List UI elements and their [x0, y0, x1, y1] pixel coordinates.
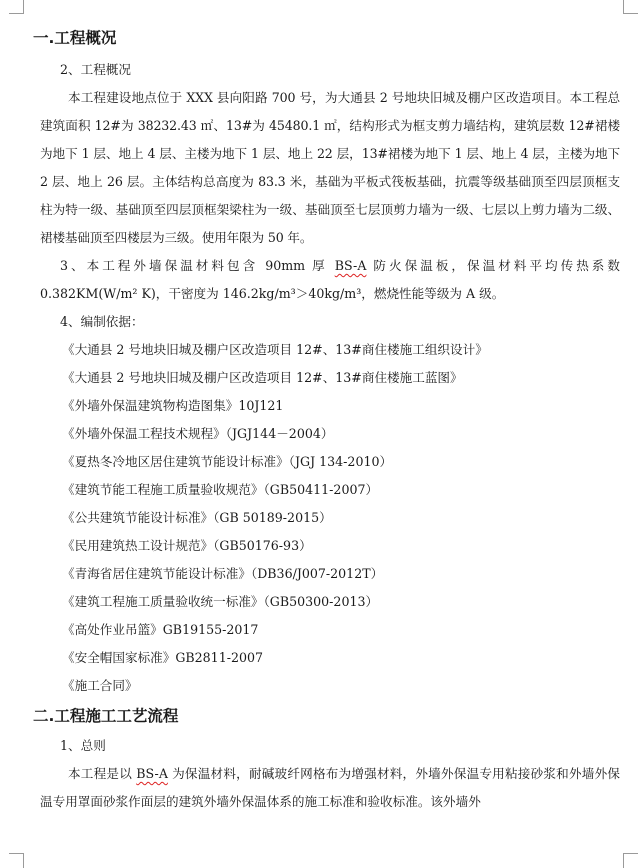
reference-item: 《高处作业吊篮》GB19155-2017 — [62, 622, 259, 637]
reference-item: 《民用建筑热工设计规范》（GB50176-93） — [62, 538, 312, 553]
overview-paragraph: 本工程建设地点位于 XXX 县向阳路 700 号，为大通县 2 号地块旧城及棚户区改造项目。本工程总建筑面积 12#为 38232.43 ㎡、13#为 45480.1 ㎡，结构形式为框支剪力墙结构，建筑层数 12#裙楼为地下 1 层、地上 4 层、主楼为地下 1 层、地上 22 层，13#裙楼为地下 1 层、地上 4 层，主楼为地下 2 层、地上 26 层。主体结构总高度为 83.3 米，基础为平板式筏板基础，抗震等级基础顶至四层顶框支柱为特一级、基础顶至四层顶框架梁柱为一级、基础顶至七层顶剪力墙为一级、七层以上剪力墙为二级、裙楼基础顶至四楼层为三级。使用年限为 50 年。 — [40, 90, 620, 245]
subheading-project-overview: 2、工程概况 — [60, 62, 131, 77]
reference-item: 《青海省居住建筑节能设计标准》（DB36/J007-2012T） — [62, 566, 384, 581]
reference-item: 《外墙外保温工程技术规程》（JGJ144－2004） — [62, 426, 334, 441]
crop-mark-bottom-right — [623, 853, 638, 868]
general-text-suffix: 为保温材料，耐碱玻纤网格布为增强材料，外墙外保温专用粘接砂浆和外墙外保温专用罩面砂浆作面层的建筑外墙外保温体系的施工标准和验收标准。该外墙外 — [40, 766, 620, 809]
reference-list — [40, 336, 620, 700]
subheading-general: 1、总则 — [60, 738, 106, 753]
insulation-paragraph — [40, 252, 620, 308]
reference-item: 《夏热冬冷地区居住建筑节能设计标准》（JGJ 134-2010） — [62, 454, 393, 469]
general-text-prefix: 本工程是以 — [68, 766, 137, 781]
reference-item: 《施工合同》 — [62, 678, 138, 693]
general-brand-text: BS-A — [136, 766, 168, 781]
crop-mark-top-left — [9, 0, 24, 14]
insulation-text-prefix: 3、本工程外墙保温材料包含 90mm 厚 — [60, 258, 335, 273]
reference-item: 《大通县 2 号地块旧城及棚户区改造项目 12#、13#商住楼施工组织设计》 — [62, 342, 488, 357]
reference-item: 《外墙外保温建筑物构造图集》10J121 — [62, 398, 284, 413]
general-paragraph — [40, 760, 620, 816]
reference-item: 《建筑节能工程施工质量验收规范》（GB50411-2007） — [62, 482, 379, 497]
section-heading-overview: 一.工程概况 — [33, 29, 117, 47]
reference-item: 《公共建筑节能设计标准》（GB 50189-2015） — [62, 510, 332, 525]
reference-item: 《大通县 2 号地块旧城及棚户区改造项目 12#、13#商住楼施工蓝图》 — [62, 370, 463, 385]
insulation-text-suffix: 防火保温板，保温材料平均传热系数 0.382KM(W/m² K)，干密度为 146.2kg/m³＞40kg/m³，燃烧性能等级为 A 级。 — [40, 258, 620, 301]
document-body — [33, 24, 620, 816]
crop-mark-top-right — [623, 0, 638, 14]
reference-item: 《安全帽国家标准》GB2811-2007 — [62, 650, 264, 665]
reference-item: 《建筑工程施工质量验收统一标准》（GB50300-2013） — [62, 594, 379, 609]
section-heading-process-flow: 二.工程施工工艺流程 — [33, 707, 179, 725]
insulation-brand-text: BS-A — [334, 258, 367, 273]
crop-mark-bottom-left — [9, 853, 24, 868]
basis-heading: 4、编制依据： — [60, 314, 144, 329]
